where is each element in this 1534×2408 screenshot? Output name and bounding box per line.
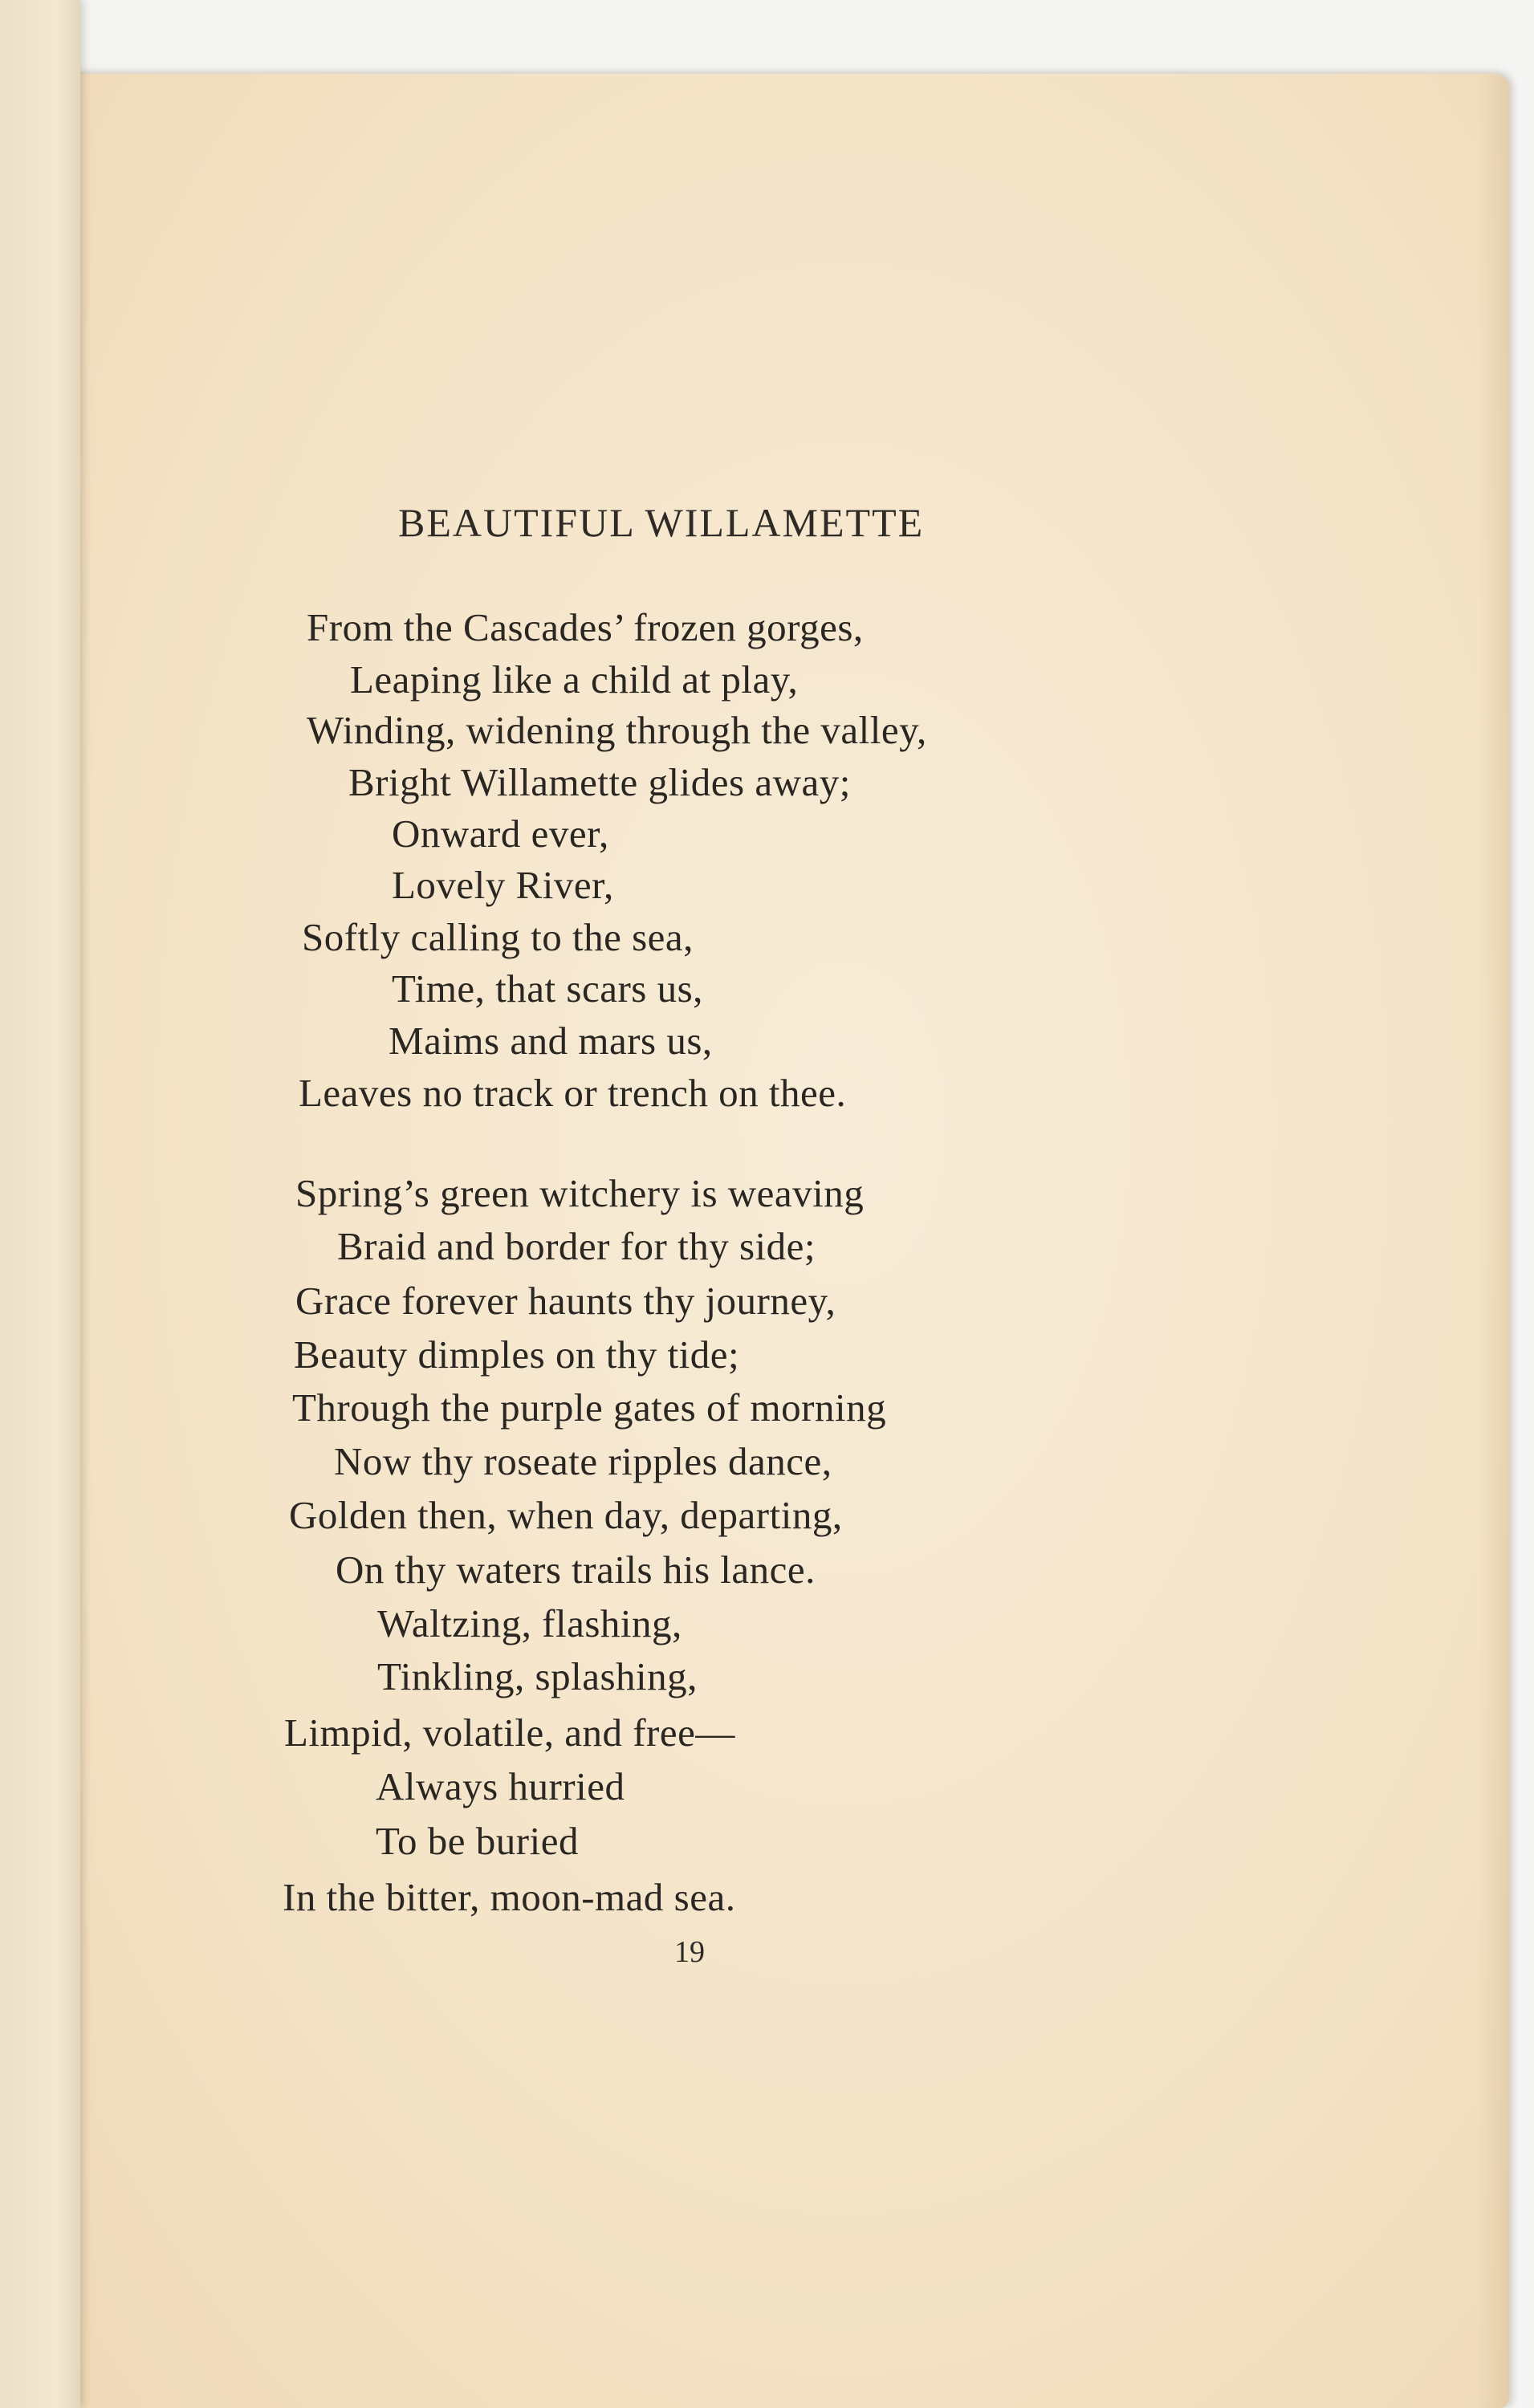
poem-line: Tinkling, splashing, <box>377 1654 698 1698</box>
poem-line: From the Cascades’ frozen gorges, <box>307 605 864 649</box>
poem-line: Bright Willamette glides away; <box>348 760 851 804</box>
poem-line: Time, that scars us, <box>392 966 703 1011</box>
poem-line: Grace forever haunts thy journey, <box>295 1279 836 1323</box>
poem-line: Onward ever, <box>392 811 609 856</box>
poem-line: Beauty dimples on thy tide; <box>294 1332 740 1377</box>
facing-page-edge <box>0 0 80 2408</box>
poem-line: Now thy roseate ripples dance, <box>334 1439 832 1483</box>
poem-line: Winding, widening through the valley, <box>307 708 927 752</box>
poem-line: On thy waters trails his lance. <box>336 1548 816 1592</box>
poem-line: Golden then, when day, departing, <box>289 1493 843 1537</box>
poem-line: Leaping like a child at play, <box>350 657 799 702</box>
poem-line: Maims and mars us, <box>389 1019 713 1063</box>
poem-line: Limpid, volatile, and free— <box>284 1710 735 1755</box>
poem-line: In the bitter, moon-mad sea. <box>283 1875 736 1919</box>
poem-line: Braid and border for thy side; <box>337 1224 816 1268</box>
page-number: 19 <box>674 1935 705 1969</box>
poem-line: Always hurried <box>376 1764 625 1808</box>
poem-line: Spring’s green witchery is weaving <box>295 1171 865 1215</box>
poem-line: To be buried <box>376 1819 579 1863</box>
poem-title: BEAUTIFUL WILLAMETTE <box>398 500 925 545</box>
poem-line: Waltzing, flashing, <box>377 1601 682 1645</box>
poem-line: Lovely River, <box>392 863 614 907</box>
poem-line: Leaves no track or trench on thee. <box>299 1071 847 1115</box>
poem-line: Softly calling to the sea, <box>302 915 694 959</box>
poem-line: Through the purple gates of morning <box>292 1385 887 1430</box>
